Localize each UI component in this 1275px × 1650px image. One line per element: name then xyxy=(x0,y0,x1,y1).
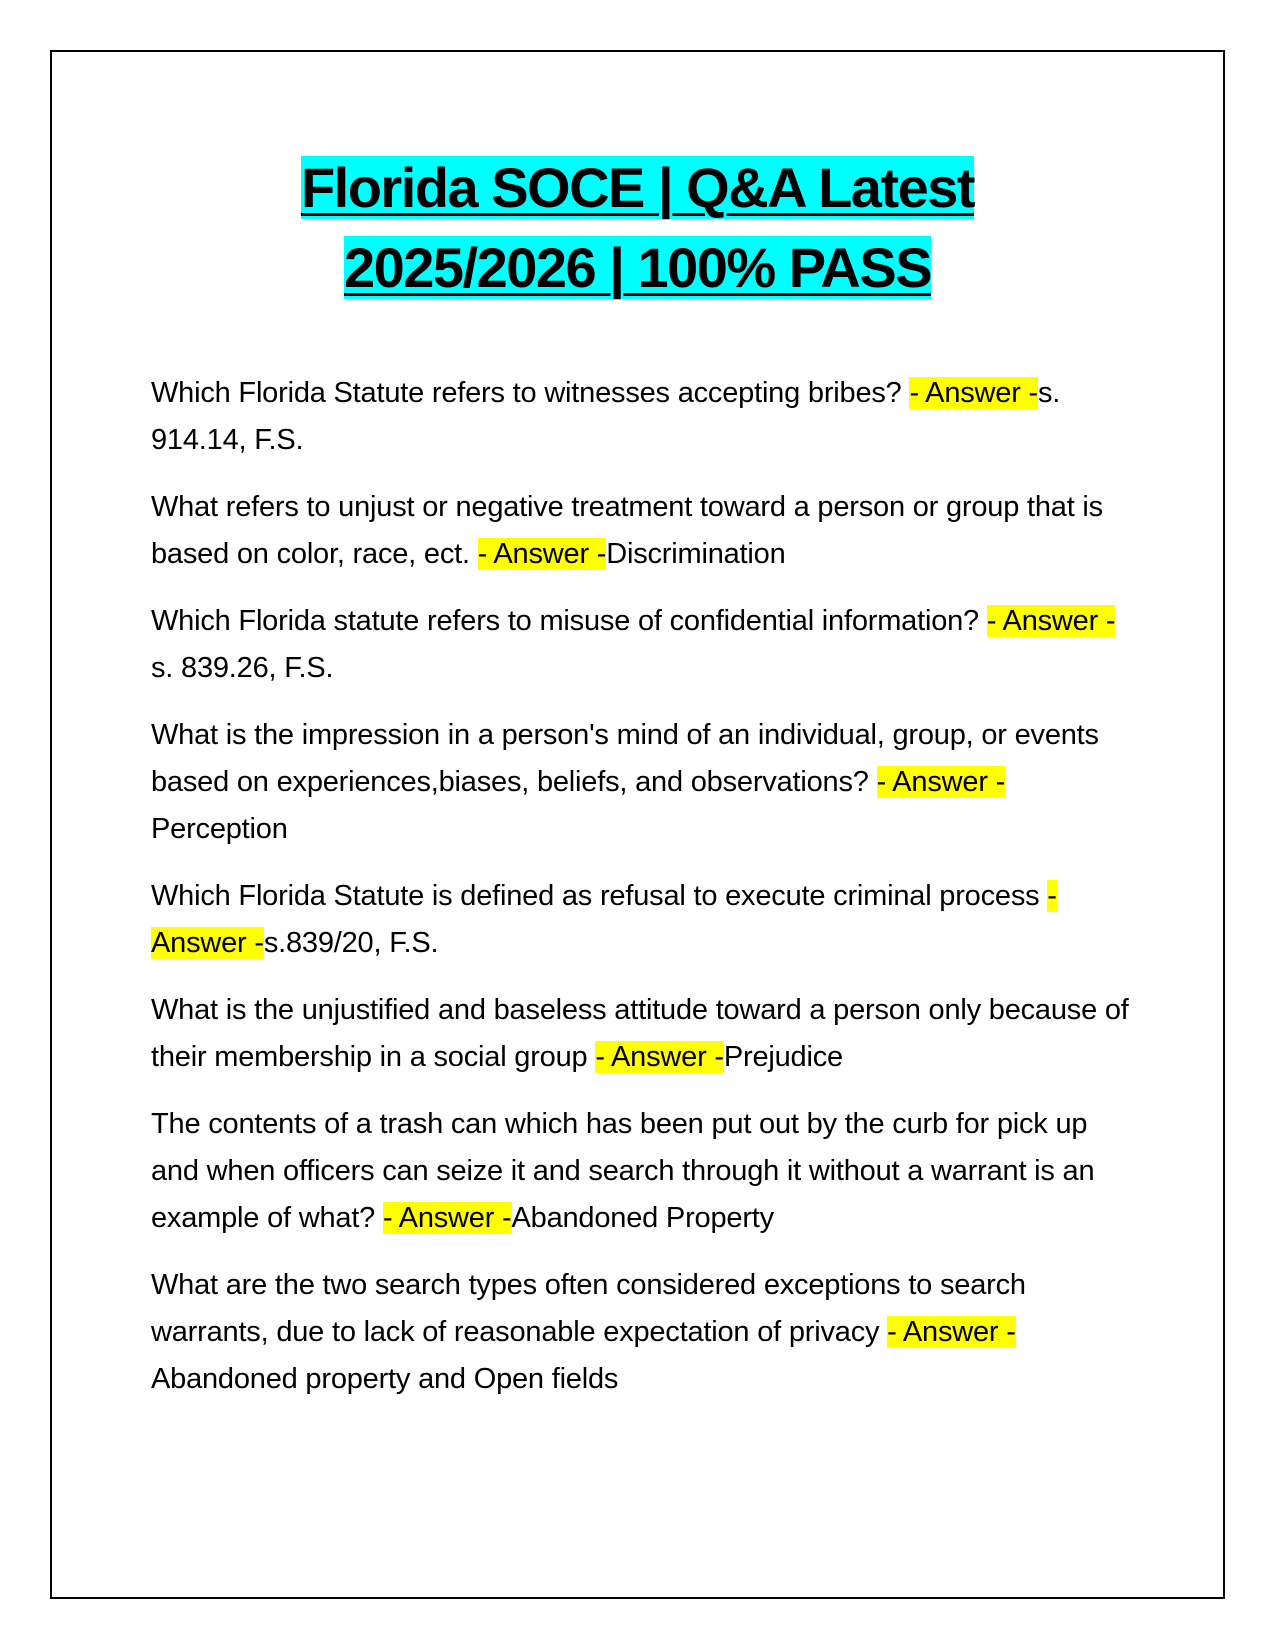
qa-item xyxy=(151,873,1131,967)
qa-item xyxy=(151,484,1131,578)
page-title xyxy=(100,148,1175,308)
question-text: What refers to unjust or negative treatment toward a person or group that is based on color, race, ect. xyxy=(151,491,1103,570)
qa-item xyxy=(151,370,1131,464)
qa-item xyxy=(151,987,1131,1081)
answer-marker: - Answer - xyxy=(595,1041,724,1073)
question-text: Which Florida Statute is defined as refusal to execute criminal process xyxy=(151,880,1048,912)
answer-marker: - Answer - xyxy=(151,880,1057,959)
answer-marker: - Answer - xyxy=(986,605,1116,637)
question-text: The contents of a trash can which has been put out by the curb for pick up and when officers can seize it and search through it without a warrant is an example of what? xyxy=(151,1108,1095,1234)
answer-text: s. 839.26, F.S. xyxy=(151,652,334,684)
answer-text: s. 914.14, F.S. xyxy=(151,377,1061,456)
answer-text: Abandoned Property xyxy=(511,1202,774,1234)
question-text: Which Florida statute refers to misuse of confidential information? xyxy=(151,605,987,637)
qa-item xyxy=(151,1262,1131,1403)
question-text: What are the two search types often considered exceptions to search warrants, due to lack of reasonable expectation of privacy xyxy=(151,1269,1026,1348)
qa-item xyxy=(151,1101,1131,1242)
answer-marker: - Answer - xyxy=(477,538,607,570)
qa-item xyxy=(151,712,1131,853)
answer-text: Perception xyxy=(151,813,288,845)
title-line-2: 2025/2026 | 100% PASS xyxy=(343,236,932,299)
qa-item xyxy=(151,598,1131,692)
answer-marker: - Answer - xyxy=(887,1316,1016,1348)
answer-text: Prejudice xyxy=(723,1041,843,1073)
answer-text: Discrimination xyxy=(606,538,786,570)
title-line-1: Florida SOCE | Q&A Latest xyxy=(300,156,975,219)
answer-marker: - Answer - xyxy=(909,377,1038,409)
question-text: Which Florida Statute refers to witnesses accepting bribes? xyxy=(151,377,910,409)
answer-marker: - Answer - xyxy=(382,1202,512,1234)
question-text: What is the impression in a person's mind of an individual, group, or events based on experiences,biases, beliefs, and observations? xyxy=(151,719,1099,798)
answer-text: s.839/20, F.S. xyxy=(263,927,439,959)
answer-marker: - Answer - xyxy=(876,766,1006,798)
question-text: What is the unjustified and baseless attitude toward a person only because of their membership in a social group xyxy=(151,994,1129,1073)
qa-list xyxy=(151,370,1131,1423)
answer-text: Abandoned property and Open fields xyxy=(151,1363,619,1395)
